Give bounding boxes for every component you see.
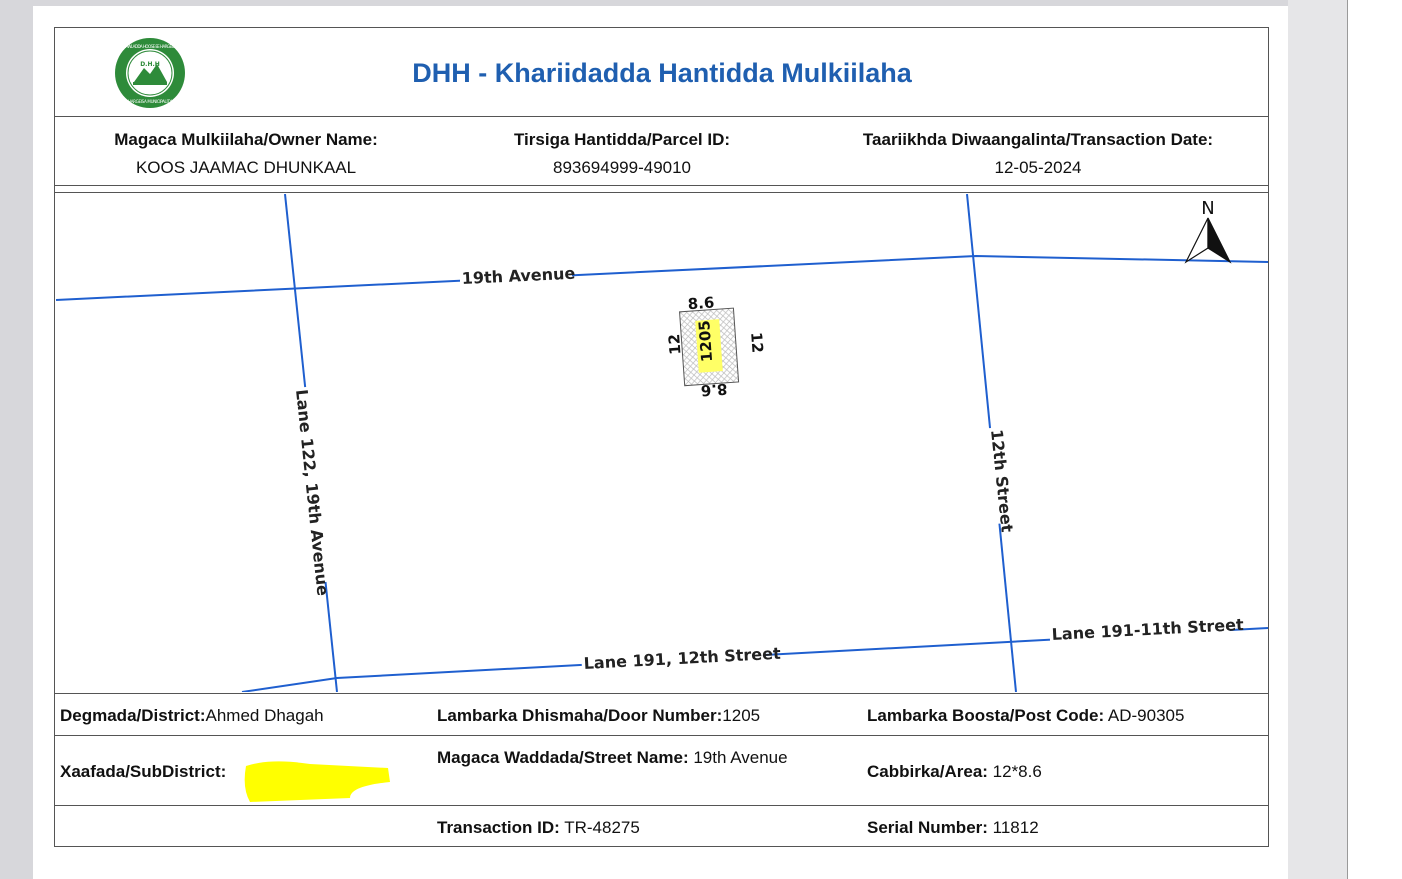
parcel-1205 (662, 290, 769, 402)
divider (54, 735, 1269, 736)
street-label-lane-191-11th: Lane 191-11th Street (1051, 614, 1245, 644)
owner-name-value: KOOS JAAMAC DHUNKAAL (135, 158, 357, 177)
parcel-map (56, 194, 1268, 692)
owner-name-label: Magaca Mulkiilaha/Owner Name: (114, 130, 378, 149)
transaction-date-label: Taariikhda Diwaangalinta/Transaction Date: (862, 130, 1214, 149)
parcel-dim-left: 12 (665, 333, 685, 356)
door-number-value: 1205 (722, 706, 761, 725)
north-arrow-icon (1186, 198, 1230, 262)
page-title: DHH - Khariidadda Hantidda Mulkiilaha (412, 58, 912, 88)
parcel-dim-right: 12 (747, 331, 767, 354)
subdistrict-cell (60, 762, 226, 782)
area-label: Cabbirka/Area: (867, 762, 988, 781)
parcel-id-value: 893694999-49010 (552, 158, 692, 177)
street-name-value: 19th Avenue (688, 748, 788, 767)
divider (54, 185, 1269, 186)
serial-number-value: 11812 (987, 818, 1039, 837)
post-code-label: Lambarka Boosta/Post Code: (867, 706, 1105, 725)
subdistrict-label: Xaafada/SubDistrict: (60, 762, 227, 781)
transaction-id-value: TR-48275 (559, 818, 640, 837)
door-number-label: Lambarka Dhismaha/Door Number: (437, 706, 723, 725)
divider (54, 192, 1269, 193)
area-value: 12*8.6 (987, 762, 1042, 781)
parcel-number: 1205 (695, 319, 717, 363)
street-label-lane-122: Lane 122, 19th Avenue (292, 388, 333, 597)
street-label-12th-street: 12th Street (987, 428, 1017, 534)
transaction-id-cell (437, 818, 640, 838)
transaction-date-value: 12-05-2024 (994, 158, 1082, 177)
logo-ring-text: DAWLADDA HOOSE EE HARGEISA (123, 44, 177, 49)
street-label-19th-avenue: 19th Avenue (461, 263, 576, 288)
divider (54, 116, 1269, 117)
street-name-cell (437, 744, 807, 772)
municipality-logo (113, 36, 187, 110)
divider (54, 805, 1269, 806)
district-label: Degmada/District: (60, 706, 206, 725)
door-number-cell (437, 706, 760, 726)
post-code-value: AD-90305 (1104, 706, 1185, 725)
parcel-dim-top: 8.6 (687, 293, 715, 314)
post-code-cell (867, 706, 1184, 726)
viewer-gutter (1288, 0, 1348, 879)
street-name-label: Magaca Waddada/Street Name: (437, 748, 689, 767)
subdistrict-redaction (240, 758, 392, 804)
serial-number-cell (867, 818, 1039, 838)
street-label-lane-191-12th: Lane 191, 12th Street (583, 643, 782, 673)
north-label: N (1201, 198, 1215, 219)
serial-number-label: Serial Number: (867, 818, 988, 837)
parcel-dim-bottom: 8.6 (700, 379, 728, 400)
district-cell (60, 706, 324, 726)
street-19th-avenue (56, 256, 1268, 300)
district-value: Ahmed Dhagah (205, 706, 324, 725)
transaction-id-label: Transaction ID: (437, 818, 560, 837)
area-cell (867, 762, 1042, 782)
logo-center-text: D.H.H (140, 61, 160, 68)
logo-bottom-text: HARGEISA MUNICIPALITY (128, 99, 172, 104)
divider (54, 693, 1269, 694)
parcel-id-label: Tirsiga Hantidda/Parcel ID: (513, 130, 731, 149)
viewer-side-pane (1348, 0, 1402, 879)
